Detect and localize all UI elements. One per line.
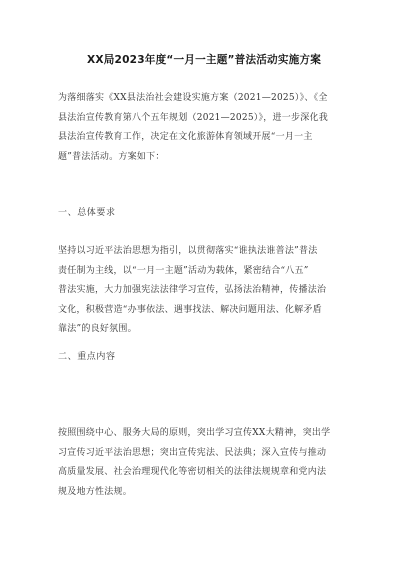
key-content-paragraph [58,424,358,502]
section-heading-general-requirements: 一、总体要求 [58,208,116,218]
paragraph-line: 高质量发展、社会治理现代化等密切相关的法律法规规章和党内法 [58,467,327,477]
paragraph-line: 责任制为主线，以“一月一主题”活动为载体，紧密结合“八五” [58,265,309,276]
paragraph-line: 规及地方性法规。 [58,486,133,497]
paragraph-line: 县法治宣传教育工作，决定在文化旅游体育领域开展“一月一主 [58,132,313,142]
paragraph-line: 为落细落实《XX县法治社会建设实施方案（2021—2025）》、《全 [58,93,328,103]
paragraph-line: 坚持以习近平法治思想为指引，以贯彻落实“谁执法谁普法”普法 [58,246,318,256]
paragraph-line: 按照围绕中心、服务大局的原则，突出学习宣传XX大精神，突出学 [58,428,331,438]
paragraph-line: 习宣传习近平法治思想；突出宣传宪法、民法典；深入宣传与推动 [58,447,327,458]
paragraph-line: 普法实施，大力加强宪法法律学习宣传，弘扬法治精神，传播法治 [58,285,327,295]
paragraph-line: 县法治宣传教育第八个五年规划（2021—2025）》，进一步深化我 [58,112,329,123]
paragraph-line: 靠法”的良好氛围。 [58,324,137,334]
paragraph-line: 题”普法活动。方案如下： [58,151,165,162]
intro-paragraph [58,89,358,167]
document-title: XX局2023年度“一月一主题”普法活动实施方案 [86,54,322,66]
paragraph-line: 文化，积极营造“办事依法、遇事找法、解决问题用法、化解矛盾 [58,304,322,315]
section-heading-key-content: 二、重点内容 [58,352,116,362]
general-requirements-paragraph [58,242,358,340]
